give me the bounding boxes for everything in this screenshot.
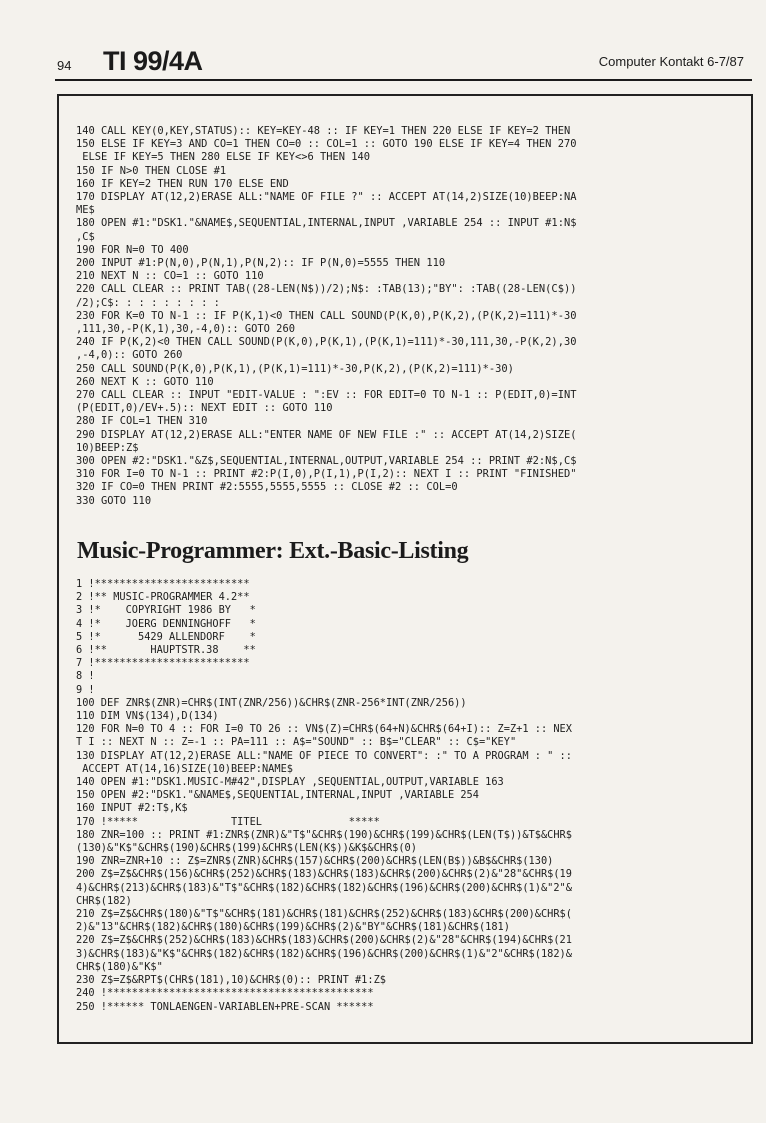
- code-line: 240 IF P(K,2)<0 THEN CALL SOUND(P(K,0),P(K,1),(P(K,1)=111)*-30,111,30,-P(K,2),30: [76, 336, 577, 349]
- code-line: 150 OPEN #2:"DSK1."&NAME$,SEQUENTIAL,INTERNAL,INPUT ,VARIABLE 254: [76, 789, 479, 802]
- code-line: 140 OPEN #1:"DSK1.MUSIC-M#42",DISPLAY ,SEQUENTIAL,OUTPUT,VARIABLE 163: [76, 776, 504, 789]
- code-line: 190 ZNR=ZNR+10 :: Z$=ZNR$(ZNR)&CHR$(157)&CHR$(200)&CHR$(LEN(B$))&B$&CHR$(130): [76, 855, 554, 868]
- code-line: CHR$(182): [76, 894, 132, 907]
- code-line: 200 INPUT #1:P(N,0),P(N,1),P(N,2):: IF P(N,0)=5555 THEN 110: [76, 257, 446, 270]
- code-line: 120 FOR N=0 TO 4 :: FOR I=0 TO 26 :: VN$(Z)=CHR$(64+N)&CHR$(64+I):: Z=Z+1 :: NEX: [76, 723, 572, 736]
- code-line: 320 IF CO=0 THEN PRINT #2:5555,5555,5555 :: CLOSE #2 :: COL=0: [76, 481, 458, 494]
- code-line: ,111,30,-P(K,1),30,-4,0):: GOTO 260: [76, 323, 295, 336]
- code-line: 160 INPUT #2:T$,K$: [76, 802, 188, 815]
- code-line: 260 NEXT K :: GOTO 110: [76, 375, 214, 388]
- code-line: 6 !** HAUPTSTR.38 **: [76, 644, 256, 657]
- code-line: 280 IF COL=1 THEN 310: [76, 415, 208, 428]
- code-line: 160 IF KEY=2 THEN RUN 170 ELSE END: [76, 177, 289, 190]
- code-line: ME$: [76, 204, 95, 217]
- code-line: 220 Z$=Z$&CHR$(252)&CHR$(183)&CHR$(183)&CHR$(200)&CHR$(2)&"28"&CHR$(194)&CHR$(21: [76, 934, 572, 947]
- code-line: 10)BEEP:Z$: [76, 441, 139, 454]
- code-line: ,C$: [76, 230, 95, 243]
- code-line: 1 !*************************: [76, 578, 250, 590]
- code-line: 250 !****** TONLAENGEN-VARIABLEN+PRE-SCAN ******: [76, 1000, 374, 1013]
- code-line: 2 !** MUSIC-PROGRAMMER 4.2**: [76, 591, 250, 604]
- code-line: ACCEPT AT(14,16)SIZE(10)BEEP:NAME$: [76, 762, 293, 775]
- code-line: 2)&"13"&CHR$(182)&CHR$(180)&CHR$(199)&CHR$(2)&"BY"&CHR$(181)&CHR$(181): [76, 921, 510, 934]
- code-line: 210 NEXT N :: CO=1 :: GOTO 110: [76, 270, 264, 283]
- code-line: 240 !*******************************************: [76, 987, 374, 1000]
- code-line: 150 IF N>0 THEN CLOSE #1: [76, 164, 227, 177]
- code-line: 330 GOTO 110: [76, 494, 152, 507]
- code-line: (130)&"K$"&CHR$(190)&CHR$(199)&CHR$(LEN(K$))&K$&CHR$(0): [76, 842, 417, 855]
- code-line: 140 CALL KEY(0,KEY,STATUS):: KEY=KEY-48 :: IF KEY=1 THEN 220 ELSE IF KEY=2 THEN: [76, 125, 571, 137]
- code-line: 170 !***** TITEL *****: [76, 815, 380, 828]
- code-line: 180 OPEN #1:"DSK1."&NAME$,SEQUENTIAL,INTERNAL,INPUT ,VARIABLE 254 :: INPUT #1:N$: [76, 217, 577, 230]
- code-line: ,-4,0):: GOTO 260: [76, 349, 183, 362]
- section-heading: Music-Programmer: Ext.-Basic-Listing: [77, 538, 469, 564]
- code-line: 300 OPEN #2:"DSK1."&Z$,SEQUENTIAL,INTERNAL,OUTPUT,VARIABLE 254 :: PRINT #2:N$,C$: [76, 455, 577, 468]
- code-line: 150 ELSE IF KEY=3 AND CO=1 THEN CO=0 :: COL=1 :: GOTO 190 ELSE IF KEY=4 THEN 270: [76, 138, 577, 151]
- code-line: 3 !* COPYRIGHT 1986 BY *: [76, 604, 256, 617]
- code-line: 220 CALL CLEAR :: PRINT TAB((28-LEN(N$))/2);N$: :TAB(13);"BY": :TAB((28-LEN(C$)): [76, 283, 577, 296]
- code-line: 3)&CHR$(183)&"K$"&CHR$(182)&CHR$(182)&CHR$(196)&CHR$(200)&CHR$(1)&"2"&CHR$(182)&: [76, 947, 572, 960]
- page-header: [0, 0, 766, 82]
- code-line: 4 !* JOERG DENNINGHOFF *: [76, 617, 256, 630]
- ext-basic-listing: [76, 578, 572, 1014]
- code-line: 4)&CHR$(213)&CHR$(183)&"T$"&CHR$(182)&CHR$(182)&CHR$(196)&CHR$(200)&CHR$(1)&"2"&: [76, 881, 572, 894]
- code-line: CHR$(180)&"K$": [76, 960, 163, 973]
- code-line: 230 FOR K=0 TO N-1 :: IF P(K,1)<0 THEN CALL SOUND(P(K,0),P(K,2),(P(K,2)=111)*-30: [76, 309, 577, 322]
- header-rule: [55, 79, 752, 81]
- page-number: 94: [57, 58, 72, 73]
- code-line: 5 !* 5429 ALLENDORF *: [76, 630, 256, 643]
- code-line: 230 Z$=Z$&RPT$(CHR$(181),10)&CHR$(0):: PRINT #1:Z$: [76, 974, 386, 987]
- code-line: (P(EDIT,0)/EV+.5):: NEXT EDIT :: GOTO 110: [76, 402, 333, 415]
- code-line: 290 DISPLAY AT(12,2)ERASE ALL:"ENTER NAME OF NEW FILE :" :: ACCEPT AT(14,2)SIZE(: [76, 428, 577, 441]
- code-line: 310 FOR I=0 TO N-1 :: PRINT #2:P(I,0),P(I,1),P(I,2):: NEXT I :: PRINT "FINISHED": [76, 468, 577, 481]
- code-line: 170 DISPLAY AT(12,2)ERASE ALL:"NAME OF FILE ?" :: ACCEPT AT(14,2)SIZE(10)BEEP:NA: [76, 191, 577, 204]
- code-line: 7 !*************************: [76, 657, 250, 670]
- code-line: 130 DISPLAY AT(12,2)ERASE ALL:"NAME OF PIECE TO CONVERT": :" TO A PROGRAM : " ::: [76, 749, 572, 762]
- code-line: 180 ZNR=100 :: PRINT #1:ZNR$(ZNR)&"T$"&CHR$(190)&CHR$(199)&CHR$(LEN(T$))&T$&CHR$: [76, 828, 572, 841]
- code-line: 200 Z$=Z$&CHR$(156)&CHR$(252)&CHR$(183)&CHR$(183)&CHR$(200)&CHR$(2)&"28"&CHR$(19: [76, 868, 572, 881]
- magazine-issue: Computer Kontakt 6-7/87: [598, 54, 744, 69]
- code-line: 110 DIM VN$(134),D(134): [76, 710, 219, 723]
- code-line: 190 FOR N=0 TO 400: [76, 243, 189, 256]
- magazine-section-title: TI 99/4A: [103, 46, 203, 76]
- code-line: /2);C$: : : : : : : : :: [76, 296, 220, 309]
- code-line: ELSE IF KEY=5 THEN 280 ELSE IF KEY<>6 THEN 140: [76, 151, 371, 164]
- code-line: 8 !: [76, 670, 95, 683]
- code-line: 210 Z$=Z$&CHR$(180)&"T$"&CHR$(181)&CHR$(181)&CHR$(252)&CHR$(183)&CHR$(200)&CHR$(: [76, 908, 572, 921]
- basic-listing-continued: [76, 125, 576, 508]
- code-line: 9 !: [76, 683, 95, 696]
- code-line: 270 CALL CLEAR :: INPUT "EDIT-VALUE : ":EV :: FOR EDIT=0 TO N-1 :: P(EDIT,0)=INT: [76, 389, 577, 402]
- code-line: T I :: NEXT N :: Z=-1 :: PA=111 :: A$="SOUND" :: B$="CLEAR" :: C$="KEY": [76, 736, 517, 749]
- code-line: 250 CALL SOUND(P(K,0),P(K,1),(P(K,1)=111)*-30,P(K,2),(P(K,2)=111)*-30): [76, 362, 514, 375]
- code-line: 100 DEF ZNR$(ZNR)=CHR$(INT(ZNR/256))&CHR$(ZNR-256*INT(ZNR/256)): [76, 696, 467, 709]
